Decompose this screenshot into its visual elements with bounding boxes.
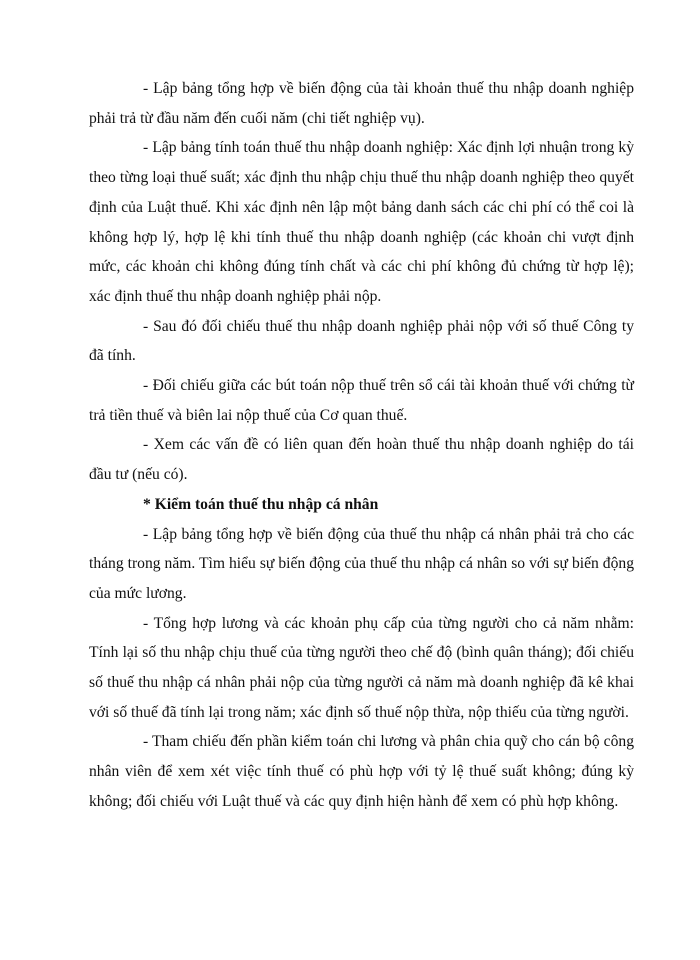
paragraph-pit-reference: - Tham chiếu đến phần kiểm toán chi lương và phân chia quỹ cho cán bộ công nhân viên để xem xét việc tính thuế có phù hợp với tỷ lệ thuế suất không; đúng kỳ không; đối chiếu với Luật thuế và các quy định hiện hành để xem có phù hợp không. (89, 733, 634, 810)
paragraph-pit-aggregate: - Tổng hợp lương và các khoản phụ cấp của từng người cho cả năm nhằm: Tính lại số thu nhập chịu thuế của từng người theo chế độ (bình quân tháng); đối chiếu số thuế thu nhập cá nhân phải nộp của từng người cả năm mà doanh nghiệp đã kê khai với số thuế đã tính lại trong năm; xác định số thuế nộp thừa, nộp thiếu của từng người. (89, 614, 634, 721)
section-heading-pit-audit: * Kiểm toán thuế thu nhập cá nhân (143, 495, 379, 513)
paragraph-cit-compare: - Sau đó đối chiếu thuế thu nhập doanh nghiệp phải nộp với số thuế Công ty đã tính. (89, 317, 634, 365)
document-body (89, 74, 634, 817)
paragraph-cit-calculation: - Lập bảng tính toán thuế thu nhập doanh nghiệp: Xác định lợi nhuận trong kỳ theo từng loại thuế suất; xác định thu nhập chịu thuế thu nhập doanh nghiệp theo quyết định của Luật thuế. Khi xác định nên lập một bảng danh sách các chi phí có thể coi là không hợp lý, hợp lệ khi tính thuế thu nhập doanh nghiệp (các khoản chi vượt định mức, các khoản chi không đúng tính chất và các chi phí không đủ chứng từ hợp lệ); xác định thuế thu nhập doanh nghiệp phải nộp. (89, 139, 634, 305)
paragraph-cit-reconcile: - Đối chiếu giữa các bút toán nộp thuế trên sổ cái tài khoản thuế với chứng từ trả tiền thuế và biên lai nộp thuế của Cơ quan thuế. (89, 377, 634, 424)
paragraph-cit-refund: - Xem các vấn đề có liên quan đến hoàn thuế thu nhập doanh nghiệp do tái đầu tư (nếu có). (89, 436, 634, 484)
paragraph-pit-summary: - Lập bảng tổng hợp về biến động của thuế thu nhập cá nhân phải trả cho các tháng trong năm. Tìm hiểu sự biến động của thuế thu nhập cá nhân so với sự biến động của mức lương. (89, 525, 634, 602)
paragraph-cit-summary: - Lập bảng tổng hợp về biến động của tài khoản thuế thu nhập doanh nghiệp phải trả từ đầu năm đến cuối năm (chi tiết nghiệp vụ). (89, 80, 634, 127)
